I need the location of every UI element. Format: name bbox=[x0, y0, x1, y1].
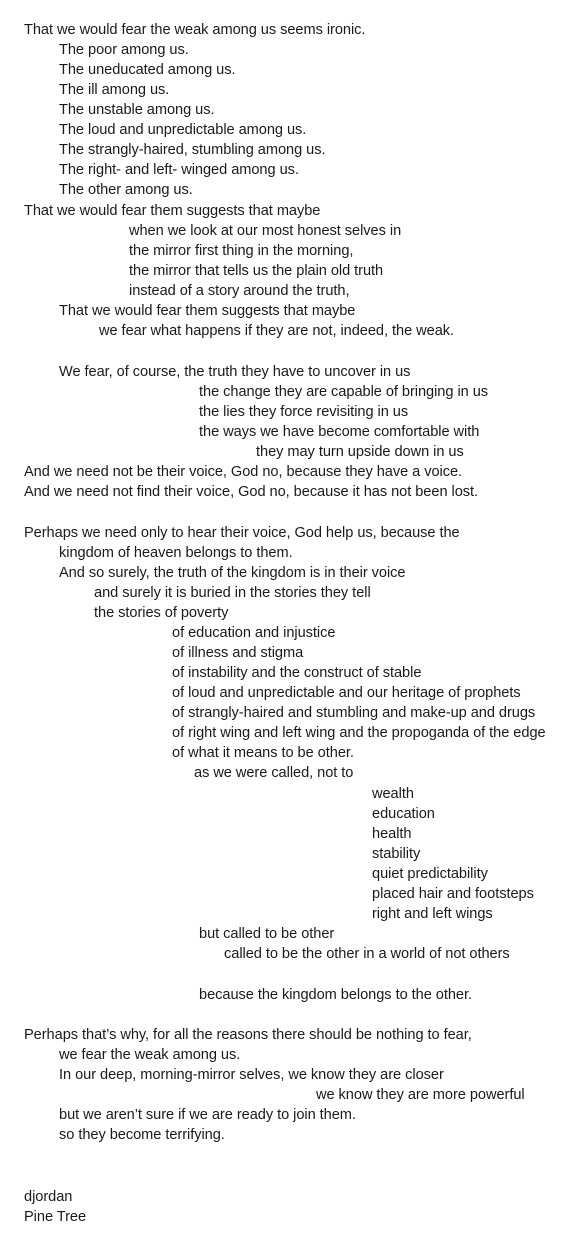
poem-line: The unstable among us. bbox=[59, 102, 215, 118]
poem-line: instead of a story around the truth, bbox=[129, 283, 350, 299]
poem-line: because the kingdom belongs to the other. bbox=[199, 987, 472, 1003]
poem-line: the lies they force revisiting in us bbox=[199, 404, 409, 420]
poem-line: the mirror first thing in the morning, bbox=[129, 243, 354, 259]
poem-line: of loud and unpredictable and our heritage of prophets bbox=[172, 685, 521, 701]
poem-line: so they become terrifying. bbox=[59, 1127, 225, 1143]
poem-line: The ill among us. bbox=[59, 82, 170, 98]
poem-line: wealth bbox=[372, 786, 414, 802]
poem-line: we know they are more powerful bbox=[316, 1087, 525, 1103]
poem-line: as we were called, not to bbox=[194, 765, 354, 781]
poem-line: The uneducated among us. bbox=[59, 62, 236, 78]
poem-line: And we need not be their voice, God no, because they have a voice. bbox=[24, 464, 463, 480]
poem-line: the mirror that tells us the plain old truth bbox=[129, 263, 384, 279]
poem-line: stability bbox=[372, 846, 421, 862]
poem-line: the ways we have become comfortable with bbox=[199, 424, 480, 440]
poem-line: but called to be other bbox=[199, 926, 335, 942]
poem-line: The right- and left- winged among us. bbox=[59, 162, 299, 178]
poem-line: The poor among us. bbox=[59, 42, 189, 58]
poem-line: the change they are capable of bringing in us bbox=[199, 384, 489, 400]
poem-line: the stories of poverty bbox=[94, 605, 229, 621]
poem-line: kingdom of heaven belongs to them. bbox=[59, 545, 293, 561]
poem-line: of illness and stigma bbox=[172, 645, 304, 661]
poem-line: of instability and the construct of stable bbox=[172, 665, 422, 681]
poem-line: called to be the other in a world of not others bbox=[224, 946, 510, 962]
author-name: djordan bbox=[24, 1189, 73, 1205]
poem-line: when we look at our most honest selves in bbox=[129, 223, 402, 239]
poem-line: but we aren’t sure if we are ready to join them. bbox=[59, 1107, 356, 1123]
poem-line: right and left wings bbox=[372, 906, 493, 922]
poem-line: Perhaps that’s why, for all the reasons there should be nothing to fear, bbox=[24, 1027, 472, 1043]
poem-line: and surely it is buried in the stories they tell bbox=[94, 585, 371, 601]
poem-line: of strangly-haired and stumbling and make-up and drugs bbox=[172, 705, 536, 721]
poem-line: And we need not find their voice, God no, because it has not been lost. bbox=[24, 484, 479, 500]
poem-line: of what it means to be other. bbox=[172, 745, 354, 761]
poem-line: health bbox=[372, 826, 412, 842]
poem-line: quiet predictability bbox=[372, 866, 488, 882]
poem-line: That we would fear them suggests that maybe bbox=[59, 303, 356, 319]
poem-line: We fear, of course, the truth they have to uncover in us bbox=[59, 364, 411, 380]
poem-line: Perhaps we need only to hear their voice, God help us, because the bbox=[24, 525, 460, 541]
poem-line: That we would fear them suggests that maybe bbox=[24, 203, 321, 219]
poem-line: we fear the weak among us. bbox=[59, 1047, 241, 1063]
poem-line: we fear what happens if they are not, indeed, the weak. bbox=[99, 323, 455, 339]
poem-line: of education and injustice bbox=[172, 625, 336, 641]
poem-line: And so surely, the truth of the kingdom is in their voice bbox=[59, 565, 406, 581]
poem-line: The loud and unpredictable among us. bbox=[59, 122, 307, 138]
poem-line: education bbox=[372, 806, 435, 822]
poem-line: they may turn upside down in us bbox=[256, 444, 464, 460]
author-location: Pine Tree bbox=[24, 1209, 87, 1225]
poem-line: In our deep, morning-mirror selves, we know they are closer bbox=[59, 1067, 444, 1083]
poem-line: That we would fear the weak among us seems ironic. bbox=[24, 22, 366, 38]
poem-line: of right wing and left wing and the propoganda of the edge bbox=[172, 725, 546, 741]
poem-line: The strangly-haired, stumbling among us. bbox=[59, 142, 326, 158]
poem-line: placed hair and footsteps bbox=[372, 886, 534, 902]
poem-line: The other among us. bbox=[59, 182, 193, 198]
